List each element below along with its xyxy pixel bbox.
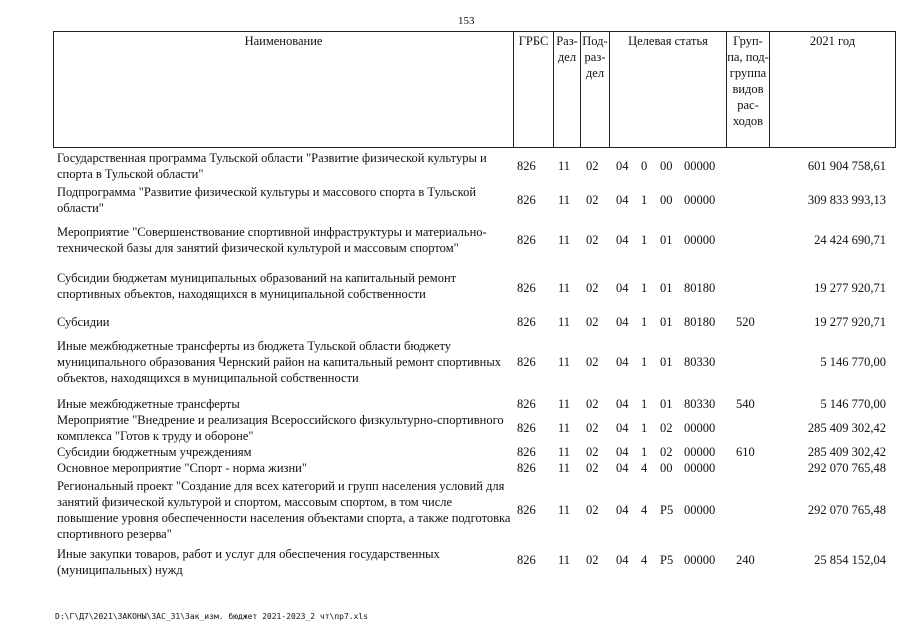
row-c: 01 [660,355,673,369]
row-c: P5 [660,503,674,517]
row-b: 1 [641,193,648,207]
row-rz: 11 [558,355,571,369]
row-amount: 5 146 770,00 [820,355,886,369]
row-a: 04 [616,159,629,173]
row-c: 01 [660,281,673,295]
row-a: 04 [616,315,629,329]
row-pr: 02 [586,503,599,517]
row-grbs: 826 [517,421,536,435]
row-b: 4 [641,553,648,567]
row-vr: 540 [736,397,755,411]
row-name: Региональный проект "Создание для всех категорий и групп населения условий для занятий физической культурой и спортом, массовым спортом, в том числе повышение уровня обеспеченности населения объектами спорта, а также подготовка спортивного резерва" [57,479,511,541]
row-rz: 11 [558,397,571,411]
row-rz: 11 [558,233,571,247]
row-name: Мероприятие "Совершенствование спортивной инфраструктуры и материально-технической базы для занятий физической культурой и массовым спортом" [57,225,487,255]
row-rz: 11 [558,445,571,459]
row-d: 00000 [684,159,716,173]
row-a: 04 [616,421,629,435]
row-name: Иные закупки товаров, работ и услуг для обеспечения государственных (муниципальных) нужд [57,547,440,577]
row-pr: 02 [586,315,599,329]
row-c: 00 [660,193,673,207]
row-d: 80330 [684,355,716,369]
page-number: 153 [458,15,475,27]
row-grbs: 826 [517,159,536,173]
row-pr: 02 [586,421,599,435]
row-name: Иные межбюджетные трансферты из бюджета Тульской области бюджету муниципального образования Чернский район на капитальный ремонт спортивных объектов, находящихся в муниципальной собственности [57,339,502,385]
row-d: 00000 [684,503,716,517]
row-rz: 11 [558,193,571,207]
row-name: Основное мероприятие "Спорт - норма жизни" [57,461,307,475]
row-grbs: 826 [517,445,536,459]
row-b: 1 [641,281,648,295]
row-d: 80180 [684,281,716,295]
row-c: 02 [660,421,673,435]
row-amount: 285 409 302,42 [807,445,886,459]
row-rz: 11 [558,315,571,329]
header-group: Груп- па, под- группа видов рас- ходов [726,32,769,147]
row-pr: 02 [586,553,599,567]
row-grbs: 826 [517,461,536,475]
row-a: 04 [616,461,629,475]
row-b: 1 [641,233,648,247]
row-d: 00000 [684,445,716,459]
row-rz: 11 [558,281,571,295]
row-pr: 02 [586,233,599,247]
row-name: Подпрограмма "Развитие физической культуры и массового спорта в Тульской области" [57,185,477,215]
row-name: Государственная программа Тульской области "Развитие физической культуры и спорта в Тульской области" [57,151,487,181]
row-d: 00000 [684,233,716,247]
row-pr: 02 [586,355,599,369]
row-grbs: 826 [517,355,536,369]
header-year: 2021 год [769,32,895,147]
header-target: Целевая статья [609,32,726,147]
row-grbs: 826 [517,281,536,295]
row-a: 04 [616,233,629,247]
row-grbs: 826 [517,233,536,247]
row-rz: 11 [558,461,571,475]
row-c: 00 [660,461,673,475]
row-grbs: 826 [517,503,536,517]
row-rz: 11 [558,503,571,517]
header-name: Наименование [244,34,323,48]
row-name: Субсидии бюджетным учреждениям [57,445,252,459]
row-pr: 02 [586,461,599,475]
row-amount: 309 833 993,13 [807,193,886,207]
row-a: 04 [616,503,629,517]
row-amount: 601 904 758,61 [807,159,886,173]
row-c: 01 [660,315,673,329]
row-b: 1 [641,315,648,329]
row-pr: 02 [586,159,599,173]
header-podrazdel: Под- раз- дел [580,32,609,147]
row-grbs: 826 [517,193,536,207]
row-rz: 11 [558,421,571,435]
row-c: 01 [660,397,673,411]
row-a: 04 [616,193,629,207]
row-c: 01 [660,233,673,247]
row-b: 1 [641,421,648,435]
row-amount: 292 070 765,48 [807,461,886,475]
row-c: 00 [660,159,673,173]
row-name: Иные межбюджетные трансферты [57,397,240,411]
row-c: P5 [660,553,674,567]
row-d: 80180 [684,315,716,329]
row-a: 04 [616,445,629,459]
row-grbs: 826 [517,553,536,567]
row-a: 04 [616,397,629,411]
row-d: 00000 [684,461,716,475]
row-b: 1 [641,397,648,411]
row-amount: 24 424 690,71 [814,233,886,247]
row-vr: 520 [736,315,755,329]
header-razdel: Раз- дел [553,32,580,147]
row-vr: 240 [736,553,755,567]
table-header [53,31,896,148]
row-grbs: 826 [517,397,536,411]
row-name: Мероприятие "Внедрение и реализация Всероссийского физкультурно-спортивного комплекса "Готов к труду и обороне" [57,413,504,443]
row-name: Субсидии [57,315,110,329]
row-d: 00000 [684,421,716,435]
row-pr: 02 [586,445,599,459]
row-a: 04 [616,281,629,295]
row-amount: 5 146 770,00 [820,397,886,411]
row-d: 80330 [684,397,716,411]
row-grbs: 826 [517,315,536,329]
header-grbs: ГРБС [513,32,553,147]
row-pr: 02 [586,281,599,295]
row-amount: 19 277 920,71 [814,281,886,295]
row-amount: 285 409 302,42 [807,421,886,435]
row-c: 02 [660,445,673,459]
row-pr: 02 [586,193,599,207]
row-rz: 11 [558,159,571,173]
row-amount: 25 854 152,04 [814,553,886,567]
row-vr: 610 [736,445,755,459]
row-b: 1 [641,445,648,459]
row-amount: 292 070 765,48 [807,503,886,517]
row-pr: 02 [586,397,599,411]
row-amount: 19 277 920,71 [814,315,886,329]
row-a: 04 [616,553,629,567]
row-b: 1 [641,355,648,369]
row-rz: 11 [558,553,571,567]
footer-path: D:\Г\Д7\2021\ЗАКОНЫ\ЗАС_31\Зак_изм. бюджет 2021-2023_2 чт\пр7.xls [55,612,369,621]
row-d: 00000 [684,193,716,207]
row-b: 0 [641,159,648,173]
row-b: 4 [641,461,648,475]
row-name: Субсидии бюджетам муниципальных образований на капитальный ремонт спортивных объектов, находящихся в муниципальной собственности [57,271,457,301]
row-a: 04 [616,355,629,369]
row-d: 00000 [684,553,716,567]
row-b: 4 [641,503,648,517]
